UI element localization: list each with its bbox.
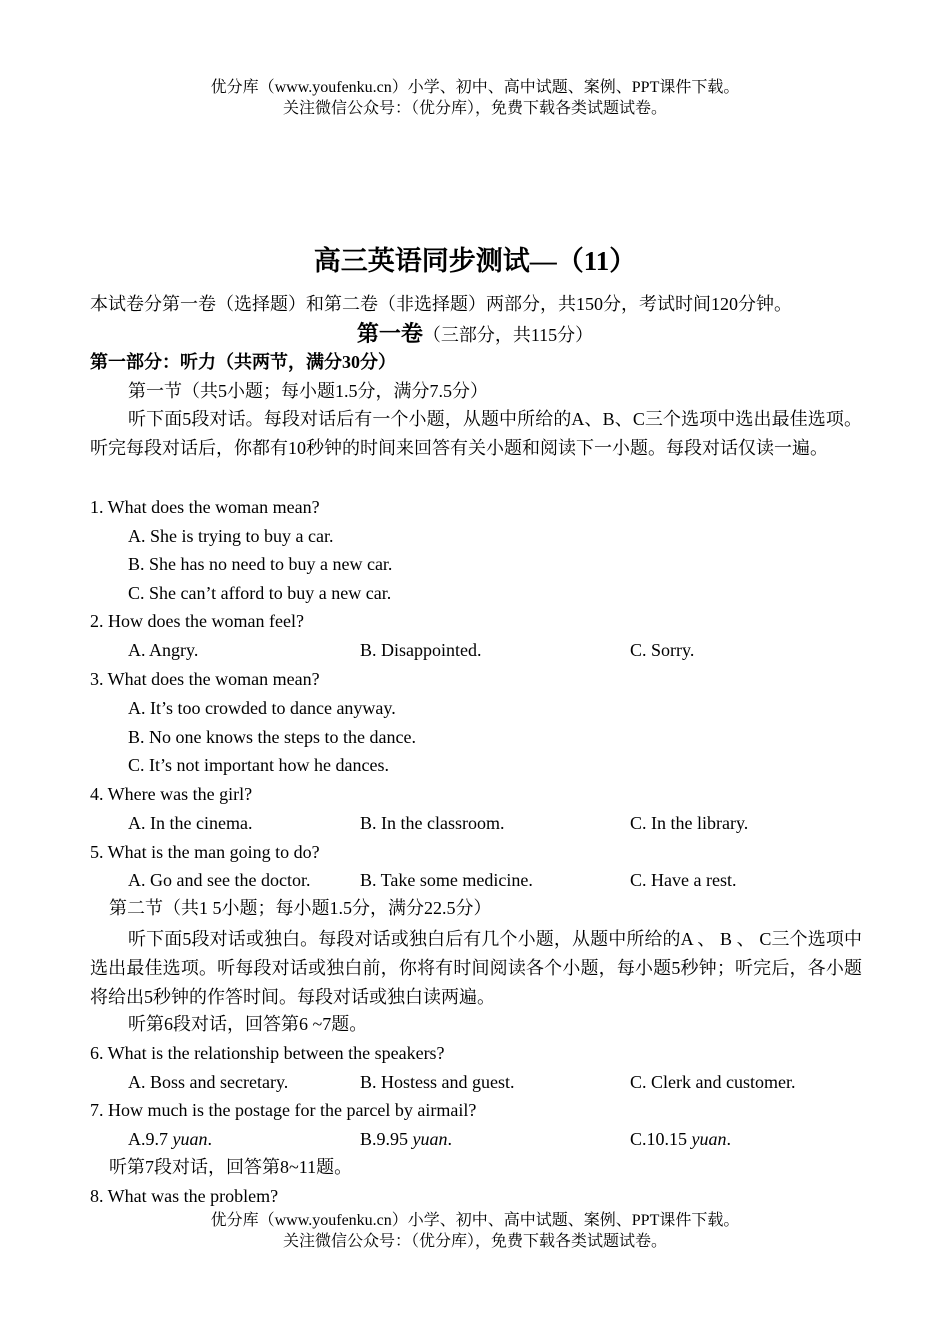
option: C. Have a rest. — [630, 870, 737, 890]
volume-name: 第一卷 — [356, 321, 423, 346]
volume-note: （三部分，共115分） — [422, 325, 594, 345]
option: B. In the classroom. — [360, 813, 505, 833]
option — [360, 1127, 452, 1151]
option: A. Boss and secretary. — [128, 1072, 289, 1092]
option: B. No one knows the steps to the dance. — [128, 727, 416, 747]
option — [128, 1127, 212, 1151]
option: C. Sorry. — [630, 640, 695, 660]
option: B. Hostess and guest. — [360, 1072, 515, 1092]
option-value: C.10.15 — [630, 1129, 688, 1149]
section1-instructions: 听下面5段对话。每段对话后有一个小题，从题中所给的A、B、C三个选项中选出最佳选项。听完每段对话后，你都有10秒钟的时间来回答有关小题和阅读下一小题。每段对话仅读一遍。 — [90, 409, 862, 458]
question-stem: 1. What does the woman mean? — [90, 497, 320, 517]
option: C. She can’t afford to buy a new car. — [128, 583, 392, 603]
option-unit: yuan — [412, 1129, 448, 1149]
option: A. It’s too crowded to dance anyway. — [128, 698, 396, 718]
option-unit: yuan — [172, 1129, 208, 1149]
section1-heading: 第一节（共5小题；每小题1.5分，满分7.5分） — [128, 381, 488, 401]
option: B. Take some medicine. — [360, 870, 533, 890]
option: C. Clerk and customer. — [630, 1072, 796, 1092]
question-stem: 7. How much is the postage for the parcel by airmail? — [90, 1100, 477, 1120]
page-title: 高三英语同步测试—（11） — [313, 246, 637, 276]
dialog7-instruction: 听第7段对话，回答第8~11题。 — [109, 1157, 353, 1177]
option-value: A.9.7 — [128, 1129, 168, 1149]
option: A. Angry. — [128, 640, 199, 660]
volume-heading — [0, 321, 950, 350]
section2-instructions: 听下面5段对话或独白。每段对话或独白后有几个小题，从题中所给的A 、 B 、 C三个选项中选出最佳选项。听每段对话或独白前，你将有时间阅读各个小题，每小题5秒钟；听完后，各小题将给出5秒钟的作答时间。每段对话或独白读两遍。 — [90, 929, 862, 1007]
option: A. In the cinema. — [128, 813, 253, 833]
header-line-2: 关注微信公众号：（优分库），免费下载各类试题试卷。 — [282, 100, 667, 117]
question-stem: 3. What does the woman mean? — [90, 669, 320, 689]
section2-heading: 第二节（共1 5小题；每小题1.5分，满分22.5分） — [109, 898, 492, 918]
option-value: B.9.95 — [360, 1129, 409, 1149]
part1-heading: 第一部分：听力（共两节，满分30分） — [90, 352, 396, 372]
intro-text: 本试卷分第一卷（选择题）和第二卷（非选择题）两部分，共150分，考试时间120分钟。 — [90, 294, 792, 314]
option-suffix: . — [447, 1129, 453, 1149]
option-suffix: . — [207, 1129, 212, 1149]
footer-line-2: 关注微信公众号：（优分库），免费下载各类试题试卷。 — [282, 1233, 667, 1250]
option: A. Go and see the doctor. — [128, 870, 311, 890]
question-stem: 4. Where was the girl? — [90, 784, 253, 804]
header-line-1: 优分库（www.youfenku.cn）小学、初中、高中试题、案例、PPT课件下载。 — [210, 79, 740, 96]
option: C. It’s not important how he dances. — [128, 755, 389, 775]
option: B. Disappointed. — [360, 640, 482, 660]
option-unit: yuan — [691, 1129, 727, 1149]
question-stem: 5. What is the man going to do? — [90, 842, 320, 862]
option: A. She is trying to buy a car. — [128, 526, 334, 546]
option — [630, 1127, 731, 1151]
dialog6-instruction: 听第6段对话，回答第6 ~7题。 — [128, 1014, 368, 1034]
option-suffix: . — [726, 1129, 732, 1149]
question-stem: 6. What is the relationship between the speakers? — [90, 1043, 445, 1063]
footer-line-1: 优分库（www.youfenku.cn）小学、初中、高中试题、案例、PPT课件下载。 — [210, 1212, 740, 1229]
question-stem: 8. What was the problem? — [90, 1186, 279, 1206]
option: B. She has no need to buy a new car. — [128, 554, 393, 574]
question-stem: 2. How does the woman feel? — [90, 611, 304, 631]
option: C. In the library. — [630, 813, 749, 833]
